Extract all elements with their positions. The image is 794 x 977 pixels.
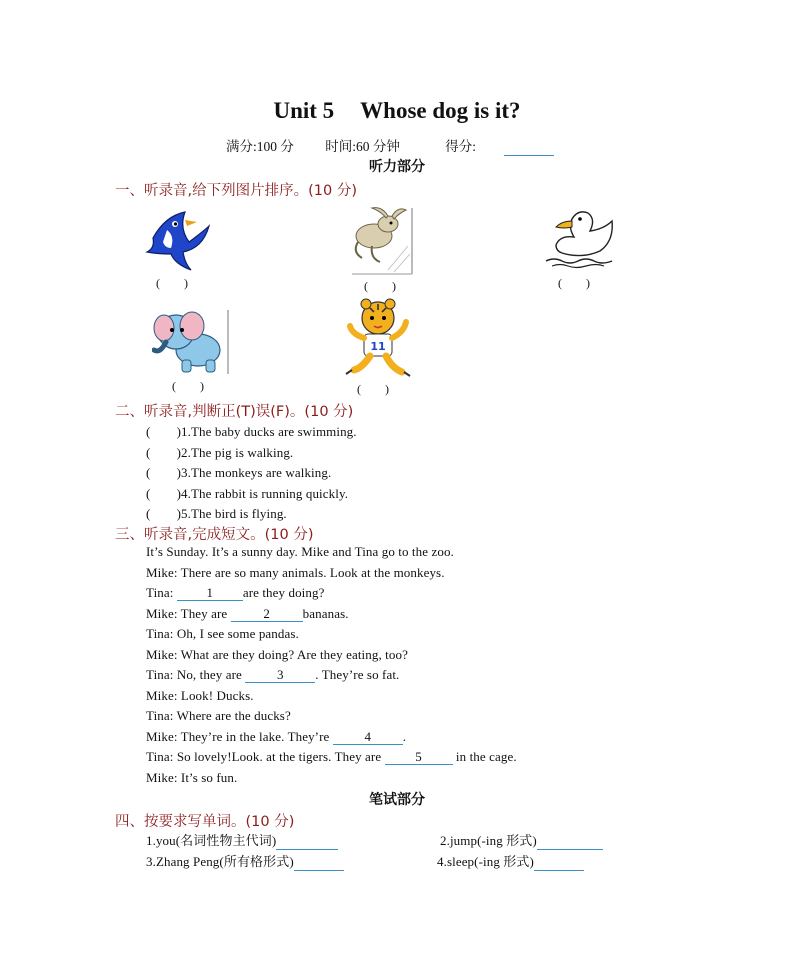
tf-item: ( )5.The bird is flying. bbox=[146, 506, 287, 521]
passage-line: Mike: What are they doing? Are they eating, too? bbox=[146, 647, 408, 662]
page-title bbox=[0, 98, 794, 124]
answer-blank-2[interactable] bbox=[537, 833, 603, 850]
word-question-2: 2.jump(-ing 形式) bbox=[440, 830, 603, 850]
tiger-icon bbox=[344, 298, 412, 378]
passage-line: Mike: There are so many animals. Look at the monkeys. bbox=[146, 565, 445, 580]
blank-4[interactable]: 4 bbox=[333, 730, 403, 745]
passage-line: Mike: Look! Ducks. bbox=[146, 688, 254, 703]
tf-item: ( )2.The pig is walking. bbox=[146, 445, 294, 460]
unit-name: Whose dog is it? bbox=[360, 98, 521, 123]
picture-paren-5: ( ) bbox=[357, 382, 389, 396]
passage-line: Mike: They’re in the lake. They’re 4 . bbox=[146, 729, 407, 744]
section2-heading: 二、听录音,判断正(T)误(F)。(10 分) bbox=[115, 404, 354, 420]
blank-2[interactable]: 2 bbox=[231, 607, 303, 622]
score-got: 得分: bbox=[431, 139, 568, 154]
blank-5[interactable]: 5 bbox=[385, 750, 453, 765]
tf-item: ( )1.The baby ducks are swimming. bbox=[146, 424, 357, 439]
score-total: 满分:100 分 bbox=[225, 139, 294, 154]
word-question-4: 4.sleep(-ing 形式) bbox=[437, 851, 584, 871]
word-question-3: 3.Zhang Peng(所有格形式) bbox=[146, 851, 344, 871]
section4-heading: 四、按要求写单词。(10 分) bbox=[115, 814, 295, 830]
passage-intro: It’s Sunday. It’s a sunny day. Mike and Tina go to the zoo. bbox=[146, 544, 454, 559]
passage-line: Tina: No, they are 3 . They’re so fat. bbox=[146, 667, 400, 682]
section1-heading: 一、听录音,给下列图片排序。(10 分) bbox=[115, 183, 357, 199]
passage-line: Tina: 1 are they doing? bbox=[146, 585, 325, 600]
exam-meta bbox=[0, 135, 794, 156]
duck-icon bbox=[542, 207, 618, 269]
passage-line: Mike: It’s so fun. bbox=[146, 770, 238, 785]
answer-blank-3[interactable] bbox=[294, 854, 344, 871]
time-limit: 时间:60 分钟 bbox=[325, 139, 400, 154]
tf-item: ( )4.The rabbit is running quickly. bbox=[146, 486, 349, 501]
picture-paren-1: ( ) bbox=[156, 276, 188, 290]
writing-heading: 笔试部分 bbox=[369, 792, 425, 808]
blank-3[interactable]: 3 bbox=[245, 668, 315, 683]
bird-icon bbox=[145, 208, 211, 272]
answer-blank-4[interactable] bbox=[534, 854, 584, 871]
picture-paren-4: ( ) bbox=[172, 379, 204, 393]
blank-1[interactable]: 1 bbox=[177, 586, 243, 601]
picture-paren-2: ( ) bbox=[364, 279, 396, 293]
word-question-1: 1.you(名词性物主代词) bbox=[146, 830, 338, 850]
elephant-icon bbox=[152, 308, 232, 376]
passage-line: Mike: They are 2 bananas. bbox=[146, 606, 349, 621]
picture-paren-3: ( ) bbox=[558, 276, 590, 290]
tf-item: ( )3.The monkeys are walking. bbox=[146, 465, 332, 480]
listening-heading: 听力部分 bbox=[369, 159, 425, 175]
passage-line: Tina: Oh, I see some pandas. bbox=[146, 626, 299, 641]
section3-heading: 三、听录音,完成短文。(10 分) bbox=[115, 527, 314, 543]
unit-label: Unit 5 bbox=[273, 98, 335, 123]
passage-line: Tina: Where are the ducks? bbox=[146, 708, 291, 723]
svg-text:11: 11 bbox=[370, 340, 386, 353]
rabbit-icon bbox=[348, 206, 416, 276]
answer-blank-1[interactable] bbox=[276, 833, 338, 850]
passage-line: Tina: So lovely!Look. at the tigers. They are 5 in the cage. bbox=[146, 749, 517, 764]
